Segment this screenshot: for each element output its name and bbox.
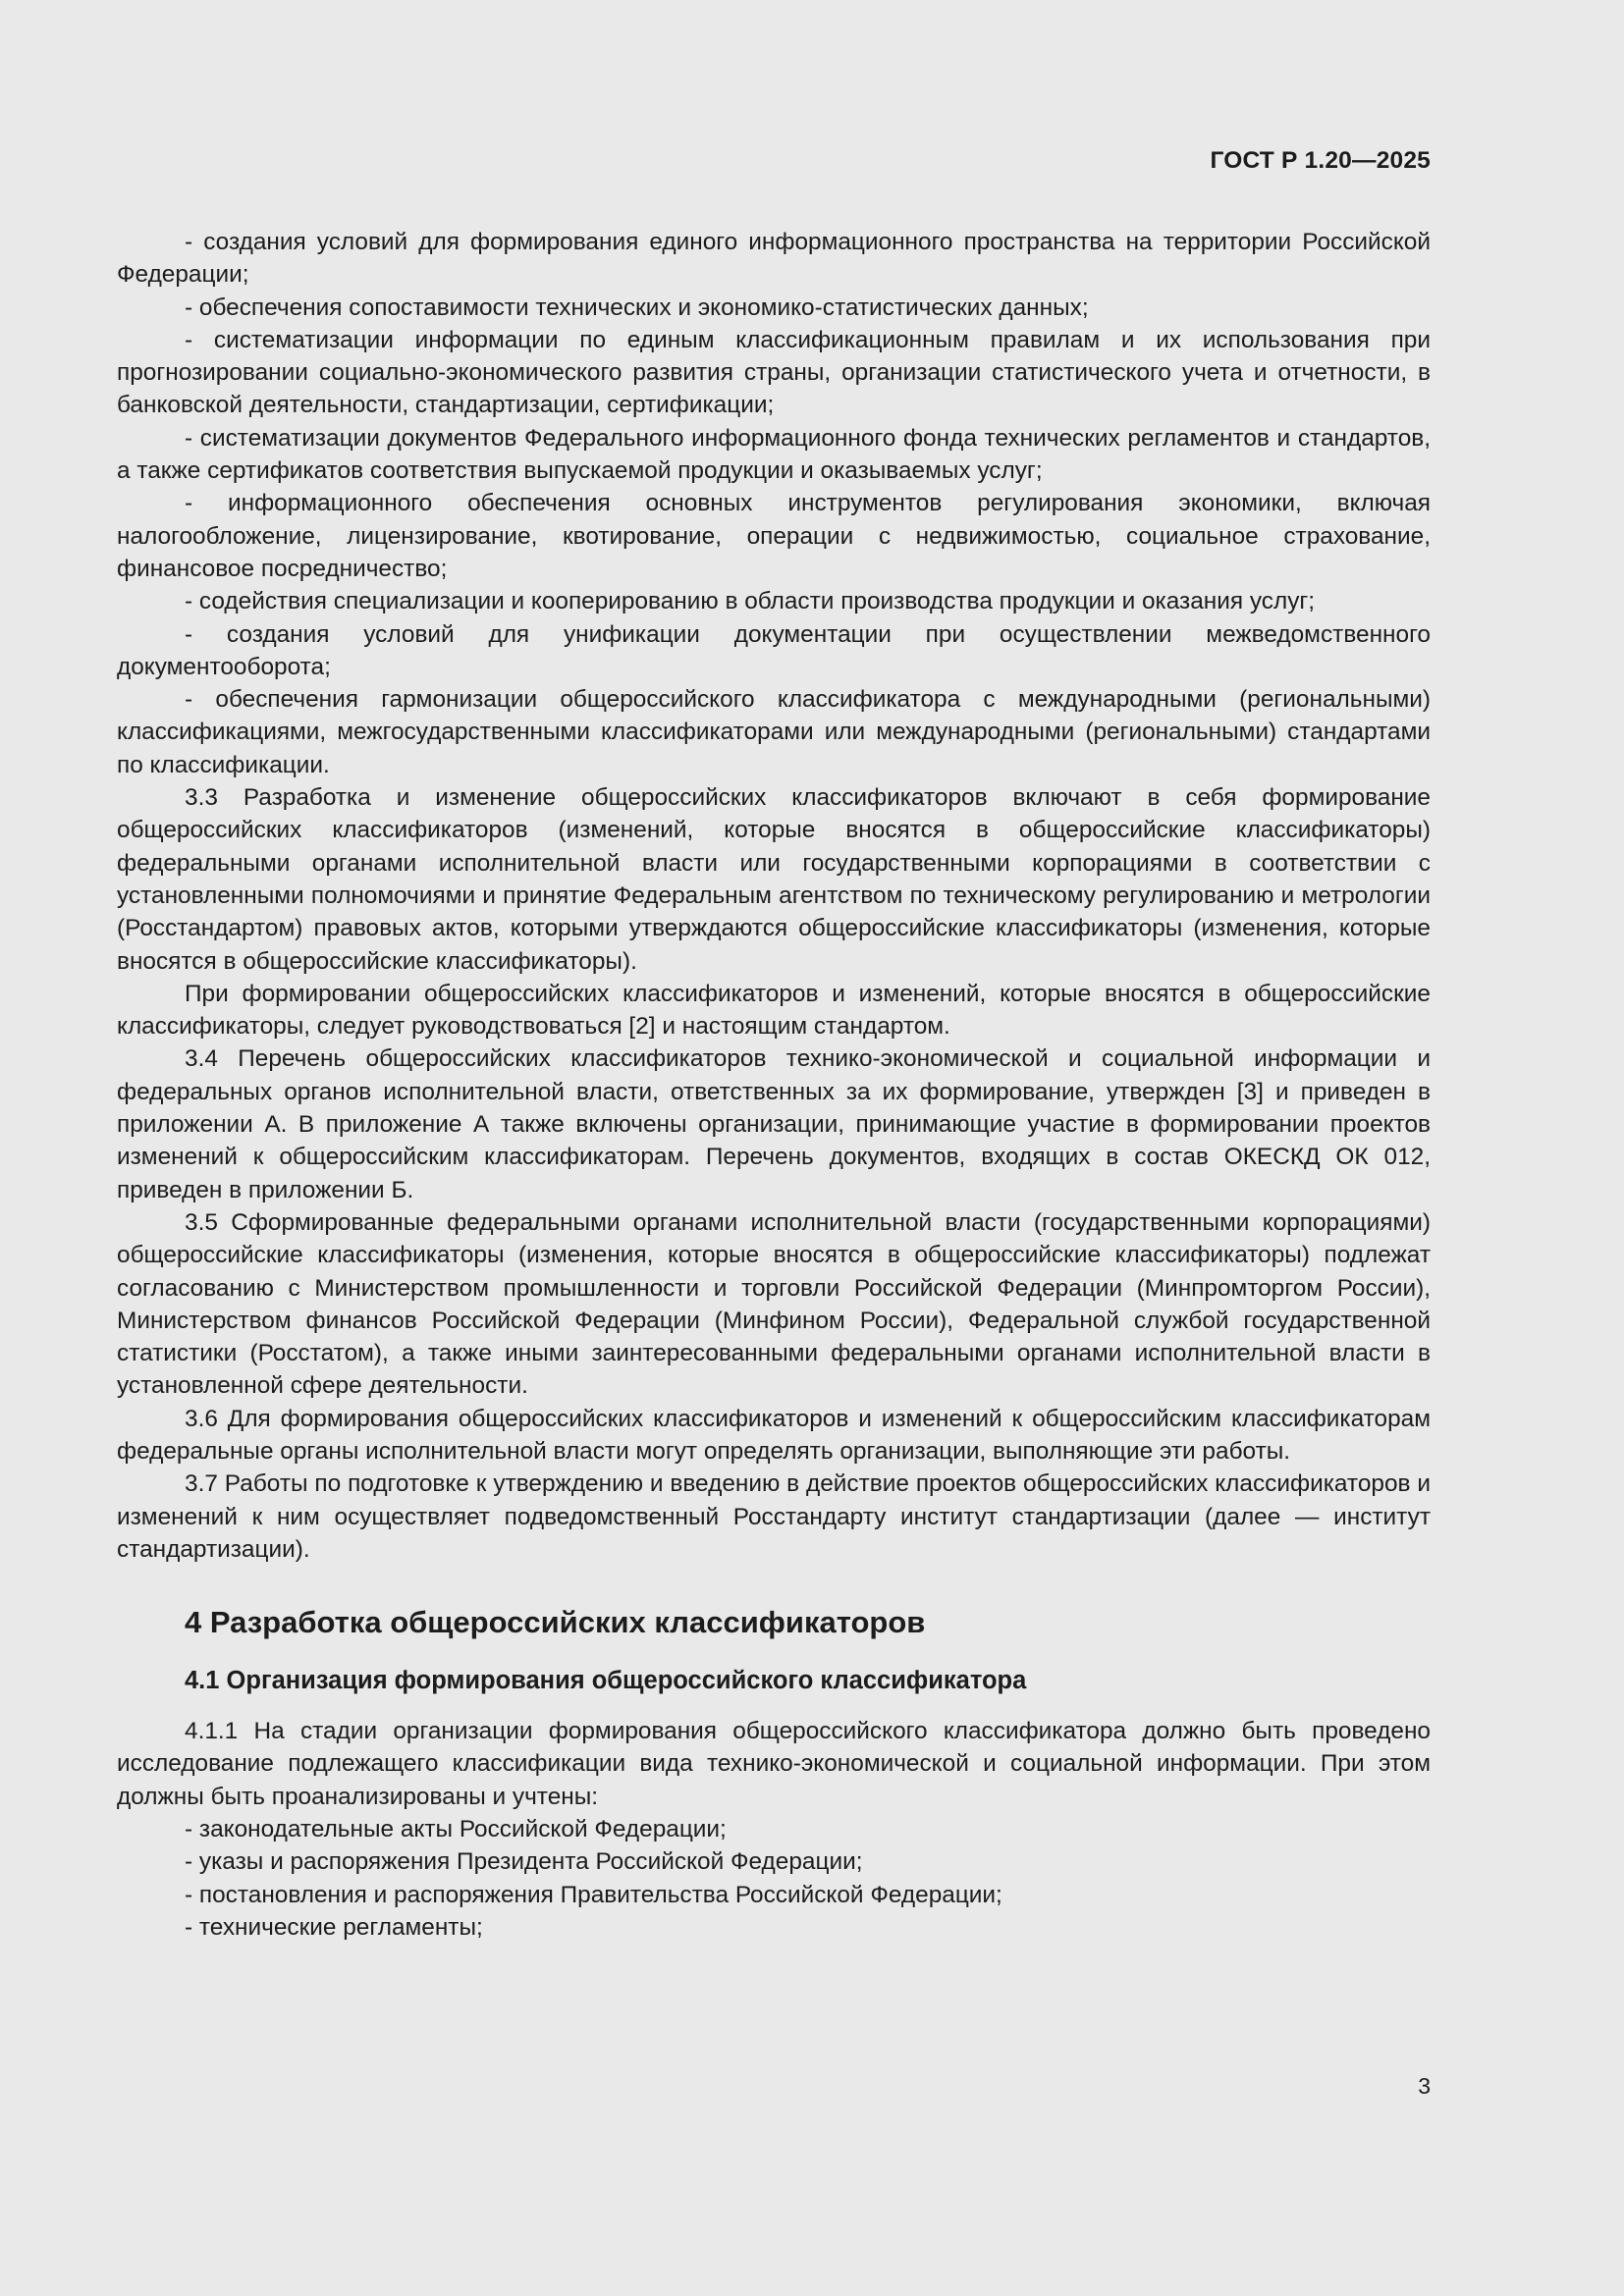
subsection-heading: 4.1 Организация формирования общероссийского классификатора [185, 1667, 1027, 1695]
list-item: - создания условий для формирования единого информационного пространства на территории Российской Федерации; [117, 229, 1431, 289]
list-item: - информационного обеспечения основных инструментов регулирования экономики, включая налогообложение, лицензирование, квотирование, операции с недвижимостью, социальное страхование, финансовое посредничество; [117, 490, 1431, 582]
paragraph-3-7: 3.7 Работы по подготовке к утверждению и введению в действие проектов общероссийских классификаторов и изменений к ним осуществляет подведомственный Росстандарту институт стандартизации (далее — институт стандартизации). [117, 1470, 1431, 1563]
paragraph-3-3: 3.3 Разработка и изменение общероссийских классификаторов включают в себя формирование общероссийских классификаторов (изменений, которые вносятся в общероссийские классификаторы) федеральными органами исполнительной власти или государственными корпорациями в соответствии с установленными полномочиями и принятие Федеральным агентством по техническому регулированию и метрологии (Росстандартом) правовых актов, которыми утверждаются общероссийские классификаторы (изменения, которые вносятся в общероссийские классификаторы). [117, 784, 1431, 975]
list-item: - систематизации документов Федерального информационного фонда технических регламентов и стандартов, а также сертификатов соответствия выпускаемой продукции и оказываемых услуг; [117, 424, 1431, 485]
list-item: - законодательные акты Российской Федерации; [185, 1816, 727, 1843]
list-item: - обеспечения сопоставимости технических и экономико-статистических данных; [185, 294, 1089, 321]
page-number: 3 [1418, 2073, 1431, 2099]
document-code: ГОСТ Р 1.20—2025 [1210, 147, 1431, 174]
paragraph-4-1-1: 4.1.1 На стадии организации формирования общероссийского классификатора должно быть проведено исследование подлежащего классификации вида технико-экономической и социальной информации. При этом должны быть проанализированы и учтены: [117, 1718, 1431, 1810]
list-item: - систематизации информации по единым классификационным правилам и их использования при прогнозировании социально-экономического развития страны, организации статистического учета и отчетности, в банковской деятельности, стандартизации, сертификации; [117, 326, 1431, 419]
paragraph-3-6: 3.6 Для формирования общероссийских классификаторов и изменений к общероссийским классификаторам федеральные органы исполнительной власти могут определять организации, выполняющие эти работы. [117, 1405, 1431, 1465]
list-item: - указы и распоряжения Президента Российской Федерации; [185, 1848, 863, 1876]
paragraph-3-4: 3.4 Перечень общероссийских классификаторов технико-экономической и социальной информации и федеральных органов исполнительной власти, ответственных за их формирование, утвержден [3] и приведен в приложении А. В приложение А также включены организации, принимающие участие в формировании проектов изменений к общероссийским классификаторам. Перечень документов, входящих в состав ОКЕСКД ОК 012, приведен в приложении Б. [117, 1045, 1431, 1203]
list-item: - содействия специализации и кооперированию в области производства продукции и оказания услуг; [185, 588, 1316, 615]
list-item: - обеспечения гармонизации общероссийского классификатора с международными (региональными) классификациями, межгосударственными классификаторами или международными (региональными) стандартами по классификации. [117, 686, 1431, 778]
document-body [117, 226, 1431, 1944]
list-item: - технические регламенты; [185, 1913, 483, 1941]
paragraph-3-5: 3.5 Сформированные федеральными органами исполнительной власти (государственными корпорациями) общероссийские классификаторы (изменения, которые вносятся в общероссийские классификаторы) подлежат согласованию с Министерством промышленности и торговли Российской Федерации (Минпромторгом России), Министерством финансов Российской Федерации (Минфином России), Федеральной службой государственной статистики (Росстатом), а также иными заинтересованными федеральными органами исполнительной власти в установленной сфере деятельности. [117, 1208, 1431, 1400]
paragraph: При формировании общероссийских классификаторов и изменений, которые вносятся в общероссийские классификаторы, следует руководствоваться [2] и настоящим стандартом. [117, 980, 1431, 1041]
list-item: - постановления и распоряжения Правительства Российской Федерации; [185, 1881, 1002, 1908]
list-item: - создания условий для унификации документации при осуществлении межведомственного документооборота; [117, 620, 1431, 680]
section-heading: 4 Разработка общероссийских классификаторов [185, 1605, 926, 1640]
